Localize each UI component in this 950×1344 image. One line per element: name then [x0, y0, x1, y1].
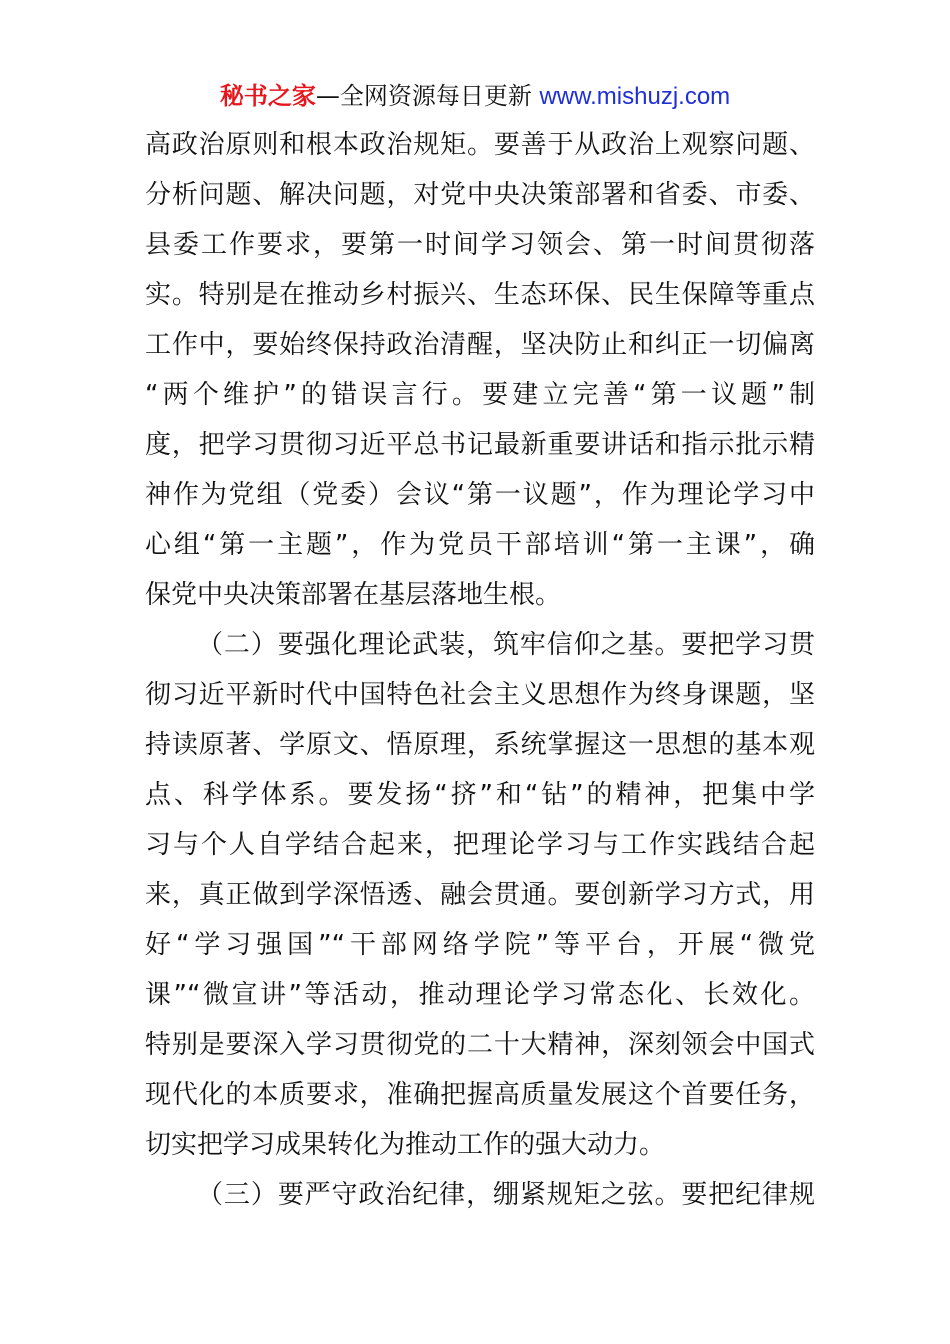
- text-line: 神作为党组（党委）会议“第一议题”，作为理论学习中: [145, 480, 815, 510]
- site-brand: 秘书之家: [219, 82, 316, 110]
- text-line: 切实把学习成果转化为推动工作的强大动力。: [145, 1130, 666, 1160]
- text-line: 工作中，要始终保持政治清醒，坚决防止和纠正一切偏离: [145, 330, 815, 360]
- text-line: 课”“微宣讲”等活动，推动理论学习常态化、长效化。: [145, 980, 815, 1010]
- text-line: 心组“第一主题”，作为党员干部培训“第一主课”，确: [145, 530, 815, 560]
- site-tagline: —全网资源每日更新: [315, 82, 540, 110]
- site-url[interactable]: www.mishuzj.com: [539, 83, 731, 110]
- text-line: 高政治原则和根本政治规矩。要善于从政治上观察问题、: [145, 130, 815, 160]
- text-line: “两个维护”的错误言行。要建立完善“第一议题”制: [145, 380, 815, 410]
- text-line: 特别是要深入学习贯彻党的二十大精神，深刻领会中国式: [145, 1030, 815, 1060]
- text-line: 现代化的本质要求，准确把握高质量发展这个首要任务，: [145, 1080, 815, 1110]
- section-heading-line: （三）要严守政治纪律，绷紧规矩之弦。要把纪律规: [197, 1180, 815, 1210]
- text-line: 实。特别是在推动乡村振兴、生态环保、民生保障等重点: [145, 280, 815, 310]
- text-line: 习与个人自学结合起来，把理论学习与工作实践结合起: [145, 830, 815, 860]
- text-line: 点、科学体系。要发扬“挤”和“钻”的精神，把集中学: [145, 780, 815, 810]
- text-line: 保党中央决策部署在基层落地生根。: [145, 580, 562, 610]
- text-line: 好“学习强国”“干部网络学院”等平台，开展“微党: [145, 930, 815, 960]
- text-line: 县委工作要求，要第一时间学习领会、第一时间贯彻落: [145, 230, 815, 260]
- document-body: [145, 120, 815, 1220]
- text-line: 持读原著、学原文、悟原理，系统掌握这一思想的基本观: [145, 730, 815, 760]
- text-line: 度，把学习贯彻习近平总书记最新重要讲话和指示批示精: [145, 430, 815, 460]
- text-line: 来，真正做到学深悟透、融会贯通。要创新学习方式，用: [145, 880, 815, 910]
- section-heading-line: （二）要强化理论武装，筑牢信仰之基。要把学习贯: [197, 630, 815, 660]
- text-line: 彻习近平新时代中国特色社会主义思想作为终身课题，坚: [145, 680, 815, 710]
- site-watermark-header: [0, 80, 950, 113]
- text-line: 分析问题、解决问题，对党中央决策部署和省委、市委、: [145, 180, 815, 210]
